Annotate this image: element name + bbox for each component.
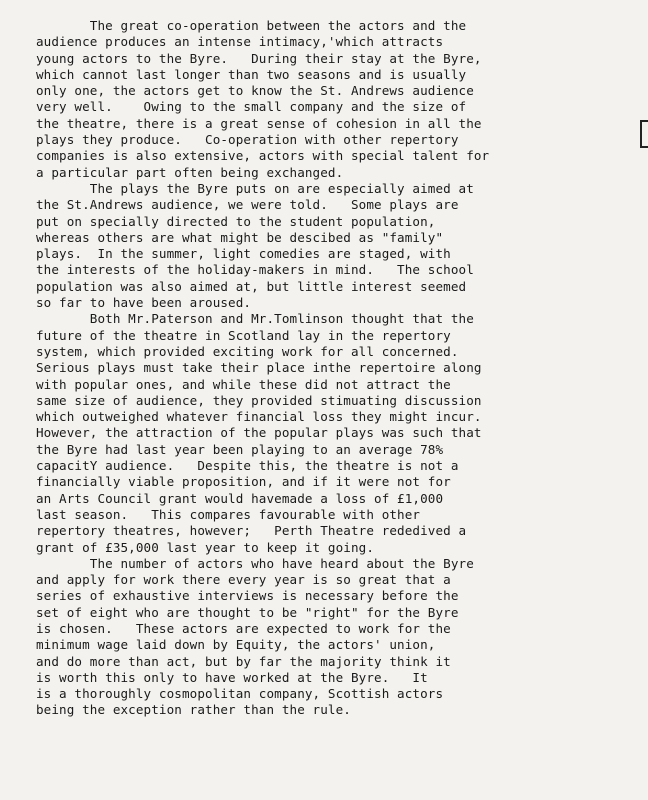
text-line: put on specially directed to the student population, — [36, 213, 436, 229]
text-line: system, which provided exciting work for all concerned. — [36, 343, 459, 359]
text-line: series of exhaustive interviews is necessary before the — [36, 588, 459, 604]
text-line: audience produces an intense intimacy,'which attracts — [36, 34, 444, 50]
paragraph-plays — [36, 181, 642, 311]
text-line: grant of £35,000 last year to keep it going. — [36, 539, 375, 555]
text-line: being the exception rather than the rule. — [36, 702, 351, 718]
text-line: minimum wage laid down by Equity, the actors' union, — [36, 637, 436, 653]
text-line: an Arts Council grant would havemade a loss of £1,000 — [36, 490, 444, 506]
text-line: with popular ones, and while these did not attract the — [36, 376, 451, 392]
text-line: the Byre had last year been playing to an average 78% — [36, 441, 444, 457]
text-line: is chosen. These actors are expected to work for the — [36, 620, 451, 636]
text-line: same size of audience, they provided stimuating discussion — [36, 392, 482, 408]
text-line: companies is also extensive, actors with special talent for — [36, 148, 490, 164]
text-line: population was also aimed at, but little interest seemed — [36, 278, 467, 294]
text-line: and do more than act, but by far the majority think it — [36, 653, 451, 669]
text-line: The plays the Byre puts on are especially aimed at — [36, 180, 474, 196]
text-line: set of eight who are thought to be "right" for the Byre — [36, 604, 459, 620]
text-line: is worth this only to have worked at the Byre. It — [36, 669, 428, 685]
text-line: very well. Owing to the small company and the size of — [36, 99, 467, 115]
text-line: so far to have been aroused. — [36, 295, 252, 311]
text-line: plays they produce. Co-operation with other repertory — [36, 132, 459, 148]
text-line: However, the attraction of the popular plays was such that — [36, 425, 482, 441]
text-line: is a thoroughly cosmopolitan company, Scottish actors — [36, 686, 444, 702]
text-line: repertory theatres, however; Perth Theatre rededived a — [36, 523, 467, 539]
paragraph-cooperation — [36, 18, 642, 181]
text-line: financially viable proposition, and if it were not for — [36, 474, 451, 490]
text-line: plays. In the summer, light comedies are staged, with — [36, 246, 451, 262]
text-line: which cannot last longer than two seasons and is usually — [36, 66, 467, 82]
text-line: the St.Andrews audience, we were told. Some plays are — [36, 197, 459, 213]
text-line: the theatre, there is a great sense of cohesion in all the — [36, 115, 482, 131]
text-line: only one, the actors get to know the St. Andrews audience — [36, 83, 474, 99]
text-line: whereas others are what might be descibed as "family" — [36, 229, 444, 245]
text-line: a particular part often being exchanged. — [36, 164, 344, 180]
text-line: which outweighed whatever financial loss they might incur. — [36, 409, 482, 425]
text-line: Both Mr.Paterson and Mr.Tomlinson thought that the — [36, 311, 474, 327]
text-line: young actors to the Byre. During their stay at the Byre, — [36, 50, 482, 66]
text-line: capacitY audience. Despite this, the theatre is not a — [36, 458, 459, 474]
typed-text — [36, 18, 642, 719]
text-line: the interests of the holiday-makers in mind. The school — [36, 262, 474, 278]
paragraph-actors — [36, 556, 642, 719]
paragraph-future — [36, 311, 642, 555]
text-line: The great co-operation between the actors and the — [36, 18, 467, 33]
text-line: and apply for work there every year is so great that a — [36, 572, 451, 588]
text-line: future of the theatre in Scotland lay in the repertory — [36, 327, 451, 343]
text-line: last season. This compares favourable with other — [36, 506, 421, 522]
text-line: Serious plays must take their place inthe repertoire along — [36, 360, 482, 376]
text-line: The number of actors who have heard about the Byre — [36, 555, 474, 571]
